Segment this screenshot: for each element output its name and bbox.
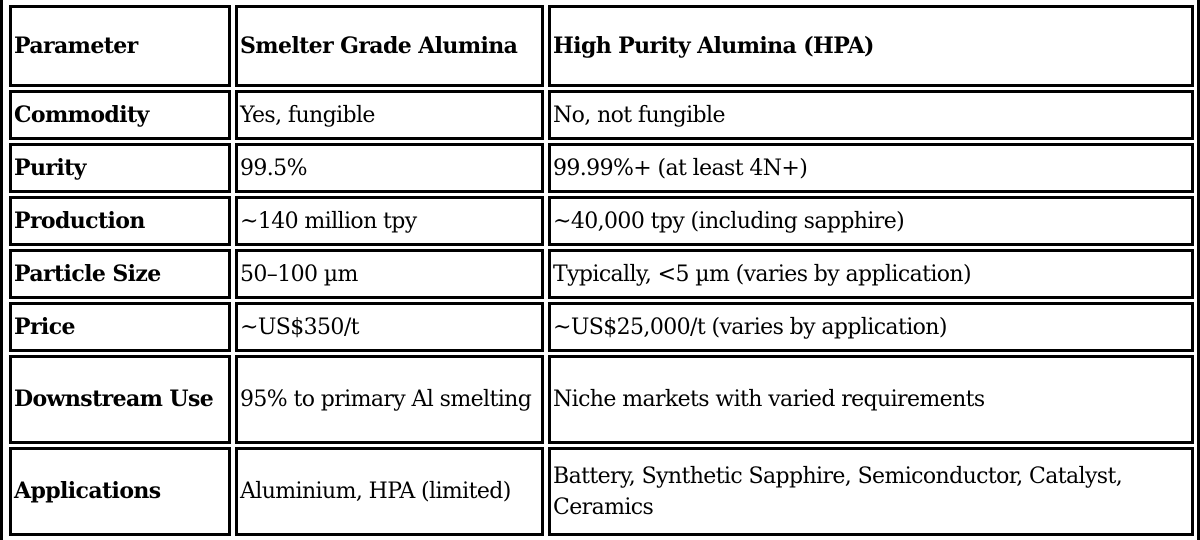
header-smelter-grade-alumina: Smelter Grade Alumina: [235, 5, 544, 87]
cell-parameter: Price: [9, 302, 231, 352]
header-parameter: Parameter: [9, 5, 231, 87]
cell-smelter-grade: 99.5%: [235, 143, 544, 193]
header-high-purity-alumina: High Purity Alumina (HPA): [548, 5, 1194, 87]
cell-hpa: Niche markets with varied requirements: [548, 355, 1194, 444]
table-row-price: [9, 302, 1194, 352]
cell-parameter: Commodity: [9, 90, 231, 140]
table-row-commodity: [9, 90, 1194, 140]
cell-parameter: Production: [9, 196, 231, 246]
cell-parameter: Downstream Use: [9, 355, 231, 444]
cell-hpa: Typically, <5 µm (varies by application): [548, 249, 1194, 299]
cell-smelter-grade: Yes, fungible: [235, 90, 544, 140]
alumina-comparison-table: [5, 2, 1198, 539]
cell-hpa: 99.99%+ (at least 4N+): [548, 143, 1194, 193]
cell-hpa: ~40,000 tpy (including sapphire): [548, 196, 1194, 246]
cell-smelter-grade: 50–100 µm: [235, 249, 544, 299]
table-row-particle-size: [9, 249, 1194, 299]
cell-parameter: Purity: [9, 143, 231, 193]
cell-parameter: Particle Size: [9, 249, 231, 299]
table-row-production: [9, 196, 1194, 246]
cell-hpa: Battery, Synthetic Sapphire, Semiconductor, Catalyst, Ceramics: [548, 447, 1194, 536]
cell-parameter: Applications: [9, 447, 231, 536]
cell-hpa: No, not fungible: [548, 90, 1194, 140]
cell-smelter-grade: ~140 million tpy: [235, 196, 544, 246]
cell-smelter-grade: Aluminium, HPA (limited): [235, 447, 544, 536]
table-row-applications: [9, 447, 1194, 536]
cell-smelter-grade: ~US$350/t: [235, 302, 544, 352]
table-header-row: [9, 5, 1194, 87]
table-row-purity: [9, 143, 1194, 193]
table-row-downstream-use: [9, 355, 1194, 444]
cell-smelter-grade: 95% to primary Al smelting: [235, 355, 544, 444]
cell-hpa: ~US$25,000/t (varies by application): [548, 302, 1194, 352]
